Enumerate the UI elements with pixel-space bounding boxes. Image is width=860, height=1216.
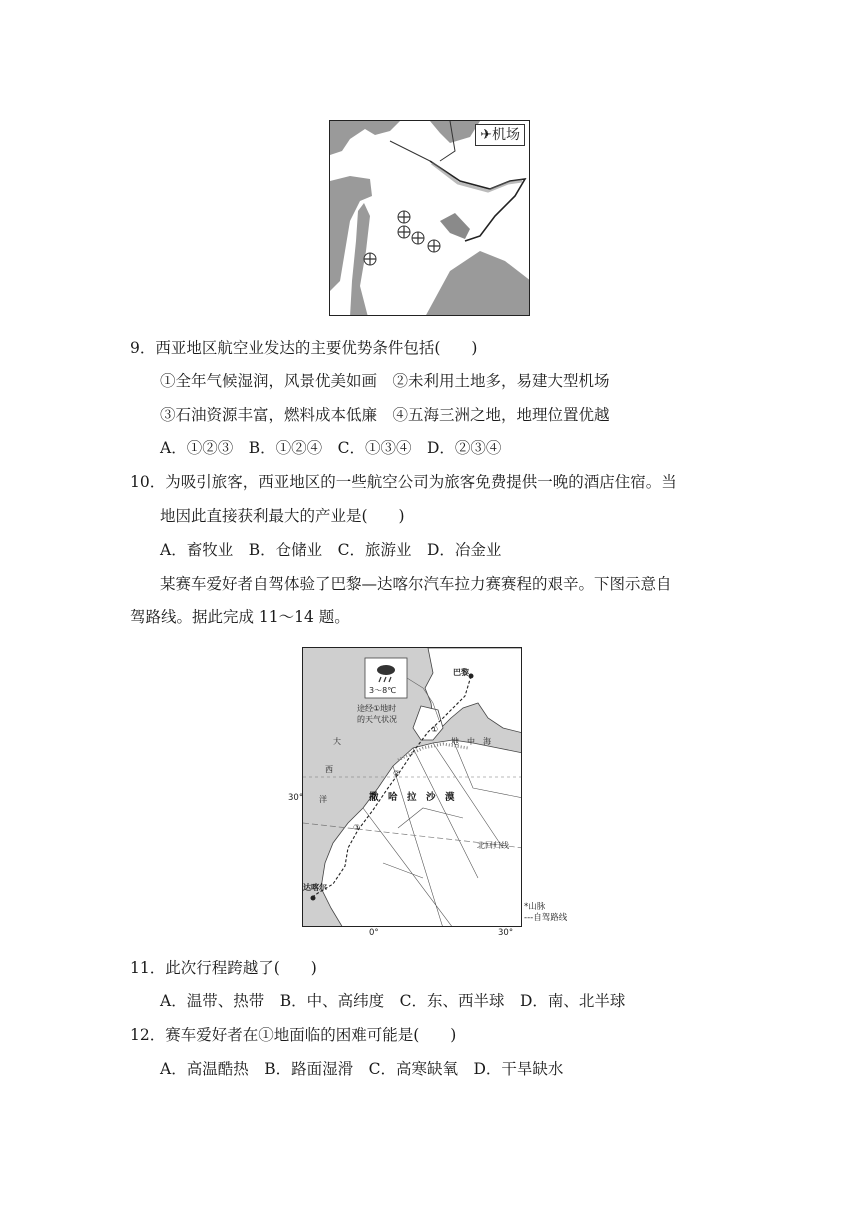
legend-route-label: 自驾路线 <box>533 913 568 923</box>
ocean-label-3: 洋 <box>319 795 327 804</box>
q9-stem: 9．西亚地区航空业发达的主要优势条件包括( ) <box>130 339 478 357</box>
tropic-label: 北回归线 <box>477 841 509 850</box>
route-point-1: ① <box>431 725 439 734</box>
route-map-drawing <box>303 648 522 927</box>
paris-marker <box>469 674 474 679</box>
q9-options-line2: ③石油资源丰富，燃料成本低廉 ④五海三洲之地，地理位置优越 <box>160 406 610 424</box>
dakar-label: 达喀尔 <box>303 883 327 892</box>
route-point-3: ③ <box>353 823 361 832</box>
west-asia-airport-map <box>329 120 530 316</box>
airport-icon-1 <box>398 211 410 223</box>
airport-legend <box>475 124 525 146</box>
map2-legend <box>524 902 567 924</box>
q10-choices: A．畜牧业 B．仓储业 C．旅游业 D．冶金业 <box>160 541 502 559</box>
q12-choices: A．高温酷热 B．路面湿滑 C．高寒缺氧 D．干旱缺水 <box>160 1060 564 1078</box>
legend-mountain-label: 山脉 <box>528 902 546 912</box>
intro-line2: 驾路线。据此完成 11～14 题。 <box>130 608 350 626</box>
airport-icon-4 <box>428 240 440 252</box>
longitude-0-label: 0° <box>369 928 379 938</box>
q9-options-line1: ①全年气候湿润，风景优美如画 ②未利用土地多，易建大型机场 <box>160 372 610 390</box>
q12-stem: 12．赛车爱好者在①地面临的困难可能是( ) <box>130 1026 457 1044</box>
legend-mountain <box>524 902 567 913</box>
airport-legend-icon: ✈ <box>480 127 492 143</box>
airport-icon-5 <box>364 253 376 265</box>
west-asia-map-drawing <box>330 121 530 316</box>
legend-route <box>524 913 567 924</box>
mediterranean-label: 地 中 海 <box>451 737 491 746</box>
longitude-30-label: 30° <box>498 928 514 938</box>
ocean-label-1: 大 <box>333 737 341 746</box>
intro-line1: 某赛车爱好者自驾体验了巴黎—达喀尔汽车拉力赛赛程的艰辛。下图示意自 <box>160 575 672 593</box>
airport-icon-2 <box>398 226 410 238</box>
q11-stem: 11．此次行程跨越了( ) <box>130 959 317 977</box>
weather-caption-2: 的天气状况 <box>357 715 397 724</box>
airport-icon-3 <box>412 232 424 244</box>
q9-choices: A．①②③ B．①②④ C．①③④ D．②③④ <box>160 439 502 457</box>
q11-choices: A．温带、热带 B．中、高纬度 C．东、西半球 D．南、北半球 <box>160 992 626 1010</box>
route-point-2: ② <box>393 769 401 778</box>
paris-dakar-route-map <box>302 647 522 927</box>
ocean-label-2: 西 <box>325 765 333 774</box>
weather-caption-1: 途经①地时 <box>357 704 397 713</box>
weather-temp: 3～8℃ <box>369 686 397 695</box>
latitude-30-label: 30° <box>288 793 304 803</box>
sahara-label: 撒 哈 拉 沙 漠 <box>369 792 455 803</box>
route-symbol-icon: --- <box>524 913 534 923</box>
mountain-symbol-icon: * <box>524 902 529 912</box>
q10-stem-line2: 地因此直接获利最大的产业是( ) <box>160 507 405 525</box>
airport-legend-label: 机场 <box>492 127 520 143</box>
q10-stem-line1: 10．为吸引旅客，西亚地区的一些航空公司为旅客免费提供一晚的酒店住宿。当 <box>130 473 677 491</box>
paris-label: 巴黎 <box>453 668 469 677</box>
dakar-marker <box>311 896 316 901</box>
